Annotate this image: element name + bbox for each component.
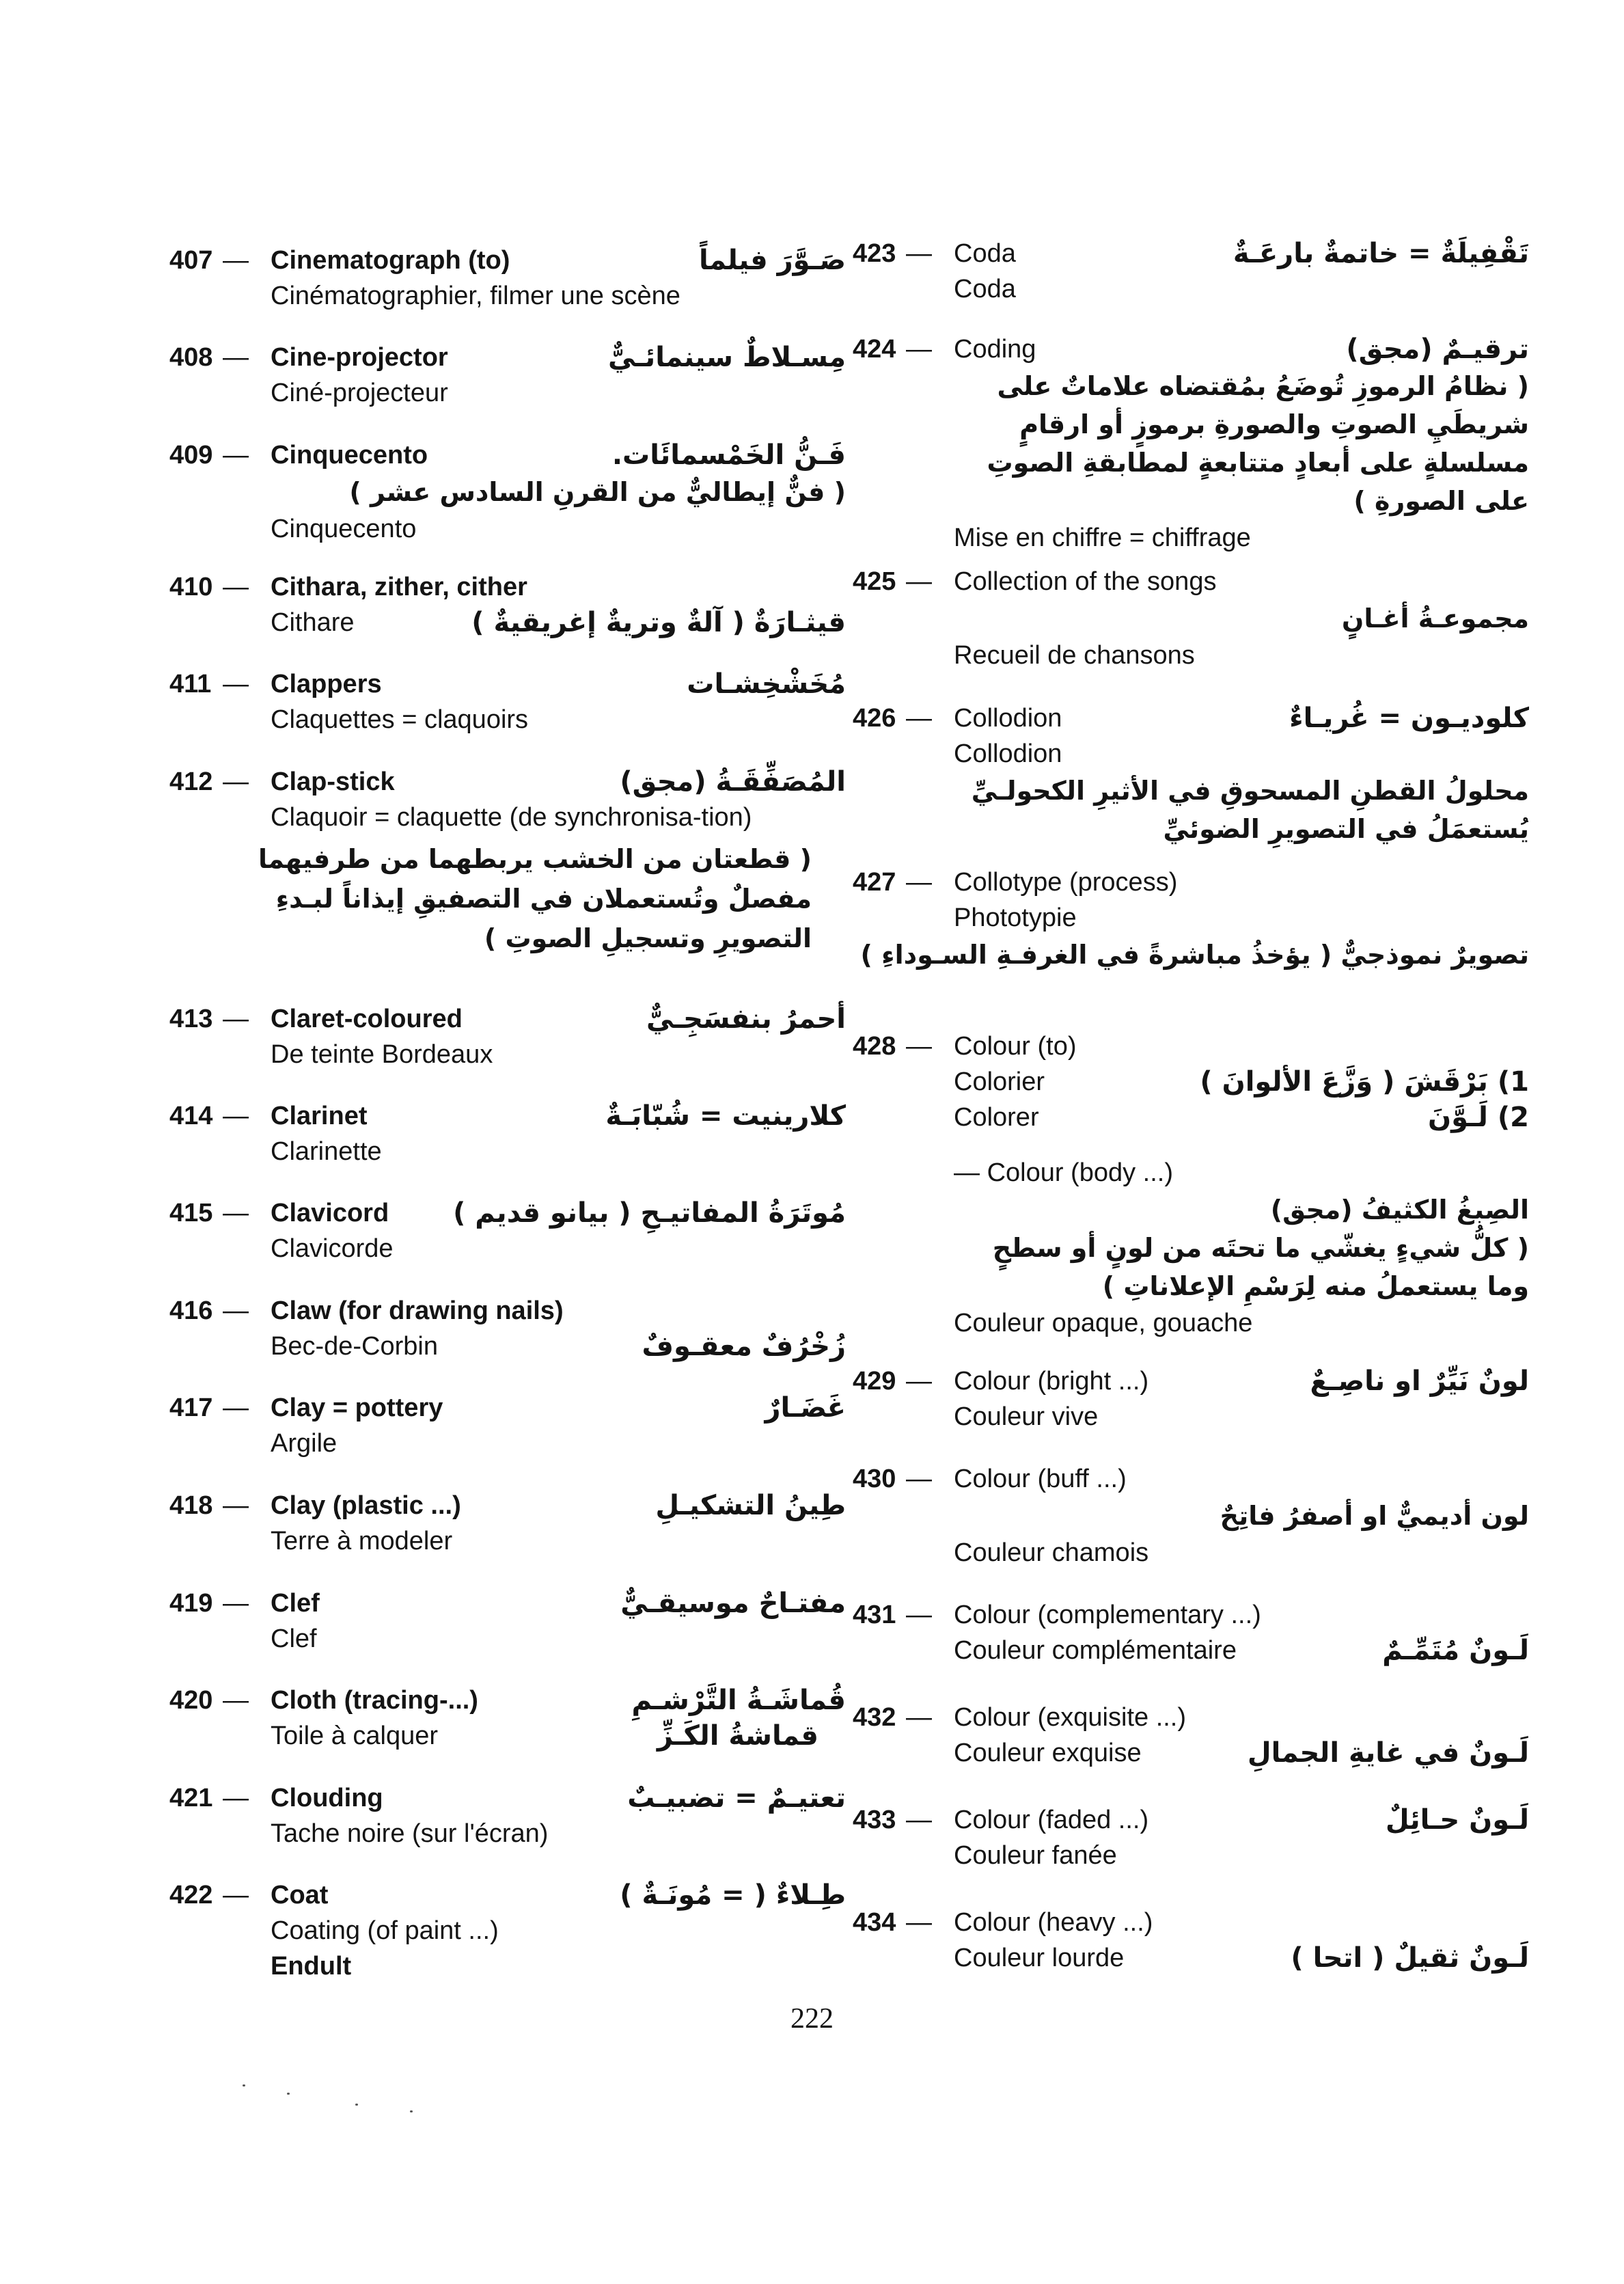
arabic-term: لَـونٌ ثقيلٌ ( اتحا )	[1291, 1942, 1529, 1974]
entry-430	[853, 1461, 1529, 1571]
dash: —	[223, 343, 249, 372]
french-term: Toile à calquer	[271, 1722, 439, 1750]
arabic-term-2: 2) لَـوَّنَ	[1428, 1102, 1529, 1133]
entry-425	[853, 564, 1529, 673]
arabic-term: صَـوَّرَ فيلماً	[698, 245, 846, 276]
entry-number: 410	[169, 573, 213, 601]
french-term: De teinte Bordeaux	[271, 1040, 493, 1069]
entry-424	[853, 331, 1529, 556]
arabic-term: لَـونٌ حـائِلٌ	[1385, 1804, 1529, 1836]
dash: —	[906, 1601, 932, 1629]
dash: —	[223, 1199, 249, 1227]
entry-number: 411	[169, 670, 212, 698]
english-term: Cithara, zither, cither	[271, 573, 527, 601]
entry-number: 433	[853, 1806, 896, 1834]
entry-number: 422	[169, 1881, 213, 1909]
entry-number: 416	[169, 1296, 213, 1325]
dash: —	[906, 868, 932, 897]
dash: —	[906, 704, 932, 733]
arabic-term: كلارينيت = شُبّابَـةٌ	[605, 1100, 846, 1132]
french-term: Phototypie	[954, 903, 1077, 932]
dash: —	[223, 1393, 249, 1422]
english-term: Clavicord	[271, 1199, 389, 1227]
dash: —	[223, 1589, 249, 1618]
dash: —	[223, 441, 249, 470]
dash: —	[223, 1102, 249, 1130]
english-term: Colour (to)	[954, 1032, 1077, 1061]
english-term: Coda	[954, 239, 1016, 268]
entry-421	[169, 1780, 846, 1851]
dash: —	[906, 1032, 932, 1061]
entry-410	[169, 569, 846, 640]
dash: —	[906, 335, 932, 364]
english-term: Collodion	[954, 704, 1062, 733]
entry-431	[853, 1597, 1529, 1668]
entry-419	[169, 1586, 846, 1657]
dash: —	[223, 573, 249, 601]
arabic-term-1: 1) بَرْقَشَ ( وَزَّعَ الألوانَ )	[1200, 1066, 1529, 1098]
arabic-term-alt: قماشةُ الكَـزِّ	[657, 1720, 818, 1752]
entry-number: 426	[853, 704, 896, 733]
french-term: Couleur exquise	[954, 1739, 1142, 1767]
french-term-alt: Endult	[271, 1952, 352, 1981]
english-term: Cinquecento	[271, 441, 428, 470]
french-term: Argile	[271, 1429, 338, 1458]
arabic-term: كلوديـون = غُريـاءٌ	[1289, 703, 1529, 734]
entry-number: 417	[169, 1393, 213, 1422]
french-term: Tache noire (sur l'écran)	[271, 1819, 549, 1848]
french-term: Couleur opaque, gouache	[954, 1309, 1253, 1337]
french-term: Recueil de chansons	[954, 641, 1195, 670]
dash: —	[954, 1158, 980, 1187]
dash: —	[223, 1784, 249, 1812]
entry-418	[169, 1488, 846, 1559]
french-term: Claquoir = claquette (de synchronisa-tion)	[271, 803, 752, 832]
english-term: Colour (body ...)	[987, 1158, 1174, 1187]
english-term: Colour (exquisite ...)	[954, 1703, 1187, 1732]
english-term: Clouding	[271, 1784, 383, 1812]
entry-number: 419	[169, 1589, 213, 1618]
entry-408	[169, 340, 846, 411]
entry-409	[169, 437, 846, 547]
dash: —	[223, 670, 249, 698]
english-term: Colour (buff ...)	[954, 1465, 1127, 1493]
dash: —	[223, 246, 249, 275]
entry-number: 414	[169, 1102, 213, 1130]
english-term: Colour (heavy ...)	[954, 1908, 1153, 1937]
entry-number: 423	[853, 239, 896, 268]
dash: —	[223, 767, 249, 796]
french-term: Mise en chiffre = chiffrage	[954, 524, 1251, 552]
entry-number: 425	[853, 567, 896, 596]
entry-413	[169, 1001, 846, 1072]
entry-number: 424	[853, 335, 896, 364]
french-term: Cinématographier, filmer une scène	[271, 282, 680, 310]
arabic-term: مِسـلاطٌ سينمائـيٌّ	[608, 342, 846, 373]
english-term: Colour (complementary ...)	[954, 1601, 1261, 1629]
entry-407	[169, 243, 846, 314]
dash: —	[906, 1806, 932, 1834]
french-term: Ciné-projecteur	[271, 379, 448, 407]
entry-number: 420	[169, 1686, 213, 1715]
english-term: Colour (bright ...)	[954, 1367, 1149, 1396]
french-term: Collodion	[954, 739, 1062, 768]
entry-number: 418	[169, 1491, 213, 1520]
arabic-note: ( قطعتان من الخشب يربطهما من طرفيهما مفصلٌ وتُستعملان في التصفيقِ إيذاناً لبـدءِ التصويرِ وتسجيلِ الصوتِ )	[258, 844, 812, 953]
entry-423	[853, 236, 1529, 307]
entry-434	[853, 1905, 1529, 1976]
english-term: Claw (for drawing nails)	[271, 1296, 564, 1325]
arabic-note: ( كلُّ شيءٍ يغشّي ما تحتَه من لونٍ أو سطحٍ وما يستعملُ منه لِرَسْمِ الإعلاناتِ )	[992, 1233, 1529, 1301]
entry-number: 415	[169, 1199, 213, 1227]
french-term: Couleur fanée	[954, 1841, 1117, 1870]
dash: —	[223, 1491, 249, 1520]
dash: —	[906, 567, 932, 596]
entry-416	[169, 1293, 846, 1364]
entry-412	[169, 764, 846, 958]
english-term: Colour (faded ...)	[954, 1806, 1149, 1834]
entry-433	[853, 1802, 1529, 1873]
dash: —	[223, 1686, 249, 1715]
entry-number: 409	[169, 441, 213, 470]
dash: —	[906, 1908, 932, 1937]
dash: —	[223, 1881, 249, 1909]
arabic-term: مُوتَرَةُ المفاتيـحِ ( بيانو قديم )	[453, 1197, 846, 1229]
arabic-term: لونٌ نَيِّرٌ او ناصِـعٌ	[1310, 1365, 1529, 1397]
entry-number: 431	[853, 1601, 896, 1629]
dash: —	[223, 1296, 249, 1325]
english-term: Clay = pottery	[271, 1393, 443, 1422]
english-term: Cloth (tracing-...)	[271, 1686, 478, 1715]
entry-420	[169, 1683, 846, 1754]
dash: —	[906, 1465, 932, 1493]
french-term: Terre à modeler	[271, 1527, 453, 1555]
arabic-term: المُصَفِّقَـةُ (مجق)	[620, 766, 846, 798]
entry-number: 428	[853, 1032, 896, 1061]
french-term: Clavicorde	[271, 1234, 394, 1263]
english-term: Cine-projector	[271, 343, 448, 372]
french-term-alt: Colorer	[954, 1103, 1039, 1132]
entry-number: 429	[853, 1367, 896, 1396]
french-term: Colorier	[954, 1068, 1045, 1096]
arabic-term: غَضَـارٌ	[765, 1392, 846, 1424]
entry-number: 408	[169, 343, 213, 372]
scan-speck	[410, 2110, 413, 2112]
arabic-note: ( فنٌّ إيطاليٌّ من القرنِ السادس عشر )	[349, 477, 846, 507]
french-term: Couleur chamois	[954, 1538, 1149, 1567]
french-term: Bec-de-Corbin	[271, 1332, 438, 1361]
arabic-note: ( نظامُ الرموزِ تُوضَعُ بمُقتضاه علاماتٌ على شريطَيِ الصوتِ والصورةِ برموزٍ أو ارقامٍ مسلسلةٍ على أبعادٍ متتابعةٍ لمطابقةِ الصوتِ على الصورةِ )	[987, 371, 1529, 516]
english-term: Clarinet	[271, 1102, 368, 1130]
arabic-term: قُماشَـةُ التَّرْشـمِ	[631, 1685, 846, 1716]
english-term: Collection of the songs	[954, 567, 1217, 596]
french-term: Cinquecento	[271, 515, 417, 543]
entry-number: 413	[169, 1005, 213, 1033]
arabic-note: محلولُ القطنِ المسحوقِ في الأثيرِ الكحولـيِّ يُستعمَلُ في التصويرِ الضوئيِّ	[971, 776, 1529, 844]
arabic-term: قيثـارَةٌ ( آلةٌ وتريةٌ إغريقيةٌ )	[471, 607, 846, 638]
entry-number: 421	[169, 1784, 213, 1812]
arabic-term: فَـنُّ الخَمْسمائَات.	[611, 439, 846, 471]
entry-number: 434	[853, 1908, 896, 1937]
english-term: Coding	[954, 335, 1036, 364]
french-term: Couleur complémentaire	[954, 1636, 1237, 1665]
entry-415	[169, 1195, 846, 1266]
entry-417	[169, 1390, 846, 1461]
french-term: Cithare	[271, 608, 355, 637]
entry-number: 407	[169, 246, 213, 275]
entry-colour-body	[853, 1155, 1529, 1341]
scan-speck	[243, 2084, 245, 2086]
french-term: Claquettes = claquoirs	[271, 705, 529, 734]
arabic-note: تصويرٌ نموذجيٌّ ( يؤخذُ مباشرةً في الغرفـةِ السـوداءِ )	[860, 940, 1529, 970]
french-term: Clarinette	[271, 1137, 382, 1166]
english-term: Claret-coloured	[271, 1005, 463, 1033]
arabic-term: تعتيـمٌ = تضبيـبٌ	[627, 1782, 846, 1814]
arabic-note: لون أديميٌّ او أصفرُ فاتِحٌ	[1220, 1501, 1529, 1531]
dash: —	[906, 239, 932, 268]
dash: —	[906, 1703, 932, 1732]
entry-426	[853, 701, 1529, 848]
french-term: Clef	[271, 1624, 317, 1653]
arabic-term: مُخَشْخِشـات	[687, 668, 846, 700]
arabic-term: أحمرُ بنفسَجِـيٌّ	[646, 1003, 846, 1035]
arabic-term: زُخْرُفٌ معقـوفٌ	[642, 1331, 846, 1362]
entry-414	[169, 1098, 846, 1169]
english-term: Collotype (process)	[954, 868, 1178, 897]
entry-number: 432	[853, 1703, 896, 1732]
english-term: Coat	[271, 1881, 329, 1909]
entry-number: 412	[169, 767, 213, 796]
entry-428	[853, 1029, 1529, 1135]
entry-411	[169, 666, 846, 737]
entry-number: 430	[853, 1465, 896, 1493]
arabic-term: ترقيـمٌ (مجق)	[1346, 334, 1529, 365]
french-term: Couleur lourde	[954, 1944, 1125, 1972]
arabic-term: طِـلاءٌ ( = مُونَـةٌ )	[620, 1879, 846, 1911]
french-term: Coating (of paint ...)	[271, 1916, 499, 1945]
english-term: Clap-stick	[271, 767, 395, 796]
english-term: Clappers	[271, 670, 382, 698]
scan-speck	[355, 2104, 358, 2106]
entry-422	[169, 1877, 846, 1984]
arabic-term: تَقْفِيلَةٌ = خاتمةٌ بارعَـةٌ	[1233, 238, 1529, 269]
scan-speck	[287, 2093, 290, 2095]
french-term: Coda	[954, 275, 1016, 303]
french-term: Couleur vive	[954, 1402, 1099, 1431]
arabic-term: لَـونٌ مُتَمِّـمٌ	[1382, 1635, 1529, 1666]
arabic-term: لَـونٌ في غايةِ الجمالِ	[1247, 1737, 1529, 1769]
english-term: Clef	[271, 1589, 320, 1618]
entry-number: 427	[853, 868, 896, 897]
arabic-term: مفتـاحٌ موسيقـيٌّ	[620, 1588, 846, 1619]
entry-427	[853, 865, 1529, 974]
page-number: 222	[790, 2003, 834, 2035]
dash: —	[906, 1367, 932, 1396]
english-term: Cinematograph (to)	[271, 246, 510, 275]
entry-429	[853, 1363, 1529, 1435]
english-term: Clay (plastic ...)	[271, 1491, 461, 1520]
arabic-term: الصِبغُ الكثيفُ (مجق)	[1270, 1195, 1529, 1225]
dash: —	[223, 1005, 249, 1033]
arabic-term: طِينُ التشكيـلِ	[655, 1490, 846, 1521]
entry-432	[853, 1700, 1529, 1771]
arabic-term: مجموعـةُ أغـانٍ	[1341, 603, 1529, 634]
